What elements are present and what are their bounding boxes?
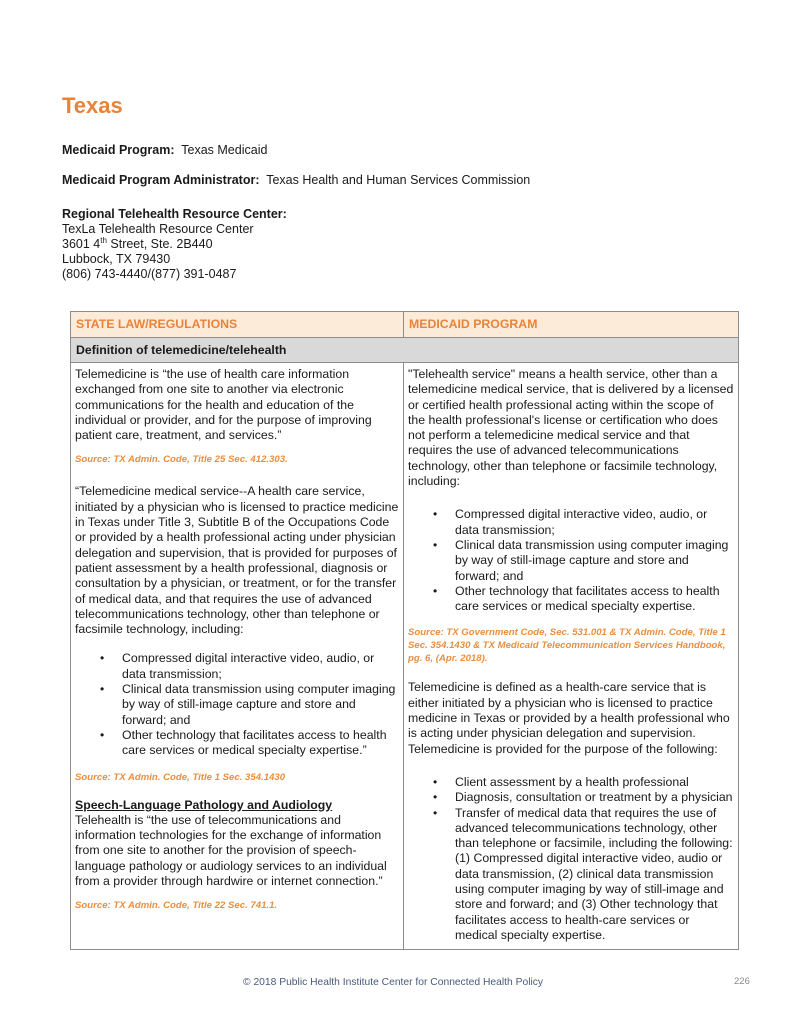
- address-number: 3601 4: [62, 237, 101, 251]
- list-item: • Other technology that facilitates access to health care services or medical specialty expertise.: [408, 584, 734, 615]
- footer-copyright: © 2018 Public Health Institute Center for Connected Health Policy: [243, 977, 544, 988]
- medicaid-program-label: Medicaid Program:: [62, 143, 175, 157]
- left-bullet-list: [75, 651, 399, 758]
- list-item: • Client assessment by a health professional: [408, 775, 734, 790]
- list-item: • Other technology that facilitates access to health care services or medical specialty expertise.”: [75, 728, 399, 759]
- rtrc-label: Regional Telehealth Resource Center:: [62, 207, 287, 221]
- right-source-1: Source: TX Government Code, Sec. 531.001 & TX Admin. Code, Title 1 Sec. 354.1430 & TX Medicaid Telecommunication Services Handbook, pg. 6, (Apr. 2018).: [408, 627, 726, 665]
- medicaid-admin-label: Medicaid Program Administrator:: [62, 173, 260, 187]
- list-item: • Transfer of medical data that requires the use of advanced telecommunications technology, other than telephone or facsimile, including the following: (1) Compressed digital interactive video, audio or data transmission, (2) clinical data transmission using computer imaging by way of still-image and store and forward; and (3) Other technology that facilitates access to health-care services or medical specialty expertise.: [408, 806, 734, 944]
- left-paragraph-2: “Telemedicine medical service--A health care service, initiated by a physician who is licensed to practice medicine in Texas under Title 3, Subtitle B of the Occupations Code or provided by a health professional acting under physician delegation and supervision, that is provided for purposes of patient assessment by a health professional, diagnosis or consultation by a physician, or treatment, or for the transfer of medical data, and that requires the use of advanced telecommunications technology, other than telephone or facsimile technology, including:: [75, 484, 399, 637]
- section-row: [71, 338, 739, 363]
- rtrc-name: TexLa Telehealth Resource Center: [62, 222, 254, 236]
- right-bullet-list-2: [408, 775, 734, 943]
- right-paragraph-1: "Telehealth service" means a health service, other than a telemedicine medical service, that is delivered by a licensed or certified health professional acting within the scope of the health professional's license or certification who does not perform a telemedicine medical service and that requires the use of advanced telecommunications technology, other than telephone or facsimile technology, including:: [408, 367, 734, 489]
- list-item: • Clinical data transmission using computer imaging by way of still-image capture and store and forward; and: [408, 538, 734, 584]
- page-title: Texas: [62, 93, 123, 118]
- table-header-row: [71, 312, 739, 338]
- law-comparison-table: [70, 311, 739, 950]
- medicaid-program-value: Texas Medicaid: [181, 143, 268, 157]
- header-medicaid-program: MEDICAID PROGRAM: [404, 312, 739, 338]
- left-source-2: Source: TX Admin. Code, Title 1 Sec. 354.1430: [75, 771, 286, 783]
- table-row: [71, 363, 739, 950]
- left-source-1: Source: TX Admin. Code, Title 25 Sec. 412.303.: [75, 454, 288, 466]
- medicaid-admin-value: Texas Health and Human Services Commission: [266, 173, 531, 187]
- address-superscript: th: [100, 236, 107, 245]
- medicaid-program-cell: [404, 363, 739, 950]
- rtrc-phone: (806) 743-4440/(877) 391-0487: [62, 267, 237, 281]
- medicaid-admin-line: [62, 173, 530, 188]
- medicaid-program-line: [62, 143, 267, 158]
- list-item: • Compressed digital interactive video, audio, or data transmission;: [408, 507, 734, 538]
- list-item: • Compressed digital interactive video, audio, or data transmission;: [75, 651, 399, 682]
- rtrc-address: [62, 237, 287, 252]
- right-bullet-list-1: [408, 507, 734, 614]
- speech-language-subhead: Speech-Language Pathology and Audiology: [75, 797, 333, 812]
- list-item: • Diagnosis, consultation or treatment by a physician: [408, 790, 734, 805]
- rtrc-block: [62, 207, 287, 282]
- right-paragraph-2: Telemedicine is defined as a health-care service that is either initiated by a physician who is licensed to practice medicine in Texas or provided by a health professional who is acting under physician delegation and supervision. Telemedicine is provided for the purpose of the following:: [408, 680, 730, 756]
- list-item: • Clinical data transmission using computer imaging by way of still-image capture and store and forward; and: [75, 682, 399, 728]
- rtrc-city: Lubbock, TX 79430: [62, 252, 171, 266]
- header-state-law: STATE LAW/REGULATIONS: [71, 312, 404, 338]
- left-source-3: Source: TX Admin. Code, Title 22 Sec. 741.1.: [75, 900, 278, 912]
- page-number: 226: [734, 976, 750, 987]
- state-law-cell: [71, 363, 404, 950]
- left-paragraph-3: Telehealth is “the use of telecommunications and information technologies for the exchange of information from one site to another for the provision of speech-language pathology or audiology services to an individual from a provider through hardwire or internet connection.”: [75, 812, 387, 889]
- section-title: Definition of telemedicine/telehealth: [71, 338, 739, 363]
- left-paragraph-1: Telemedicine is “the use of health care information exchanged from one site to another via electronic communications for the health and education of the individual or provider, and for the purpose of improving patient care, treatment, and services.”: [75, 367, 372, 443]
- address-street: Street, Ste. 2B440: [106, 237, 213, 251]
